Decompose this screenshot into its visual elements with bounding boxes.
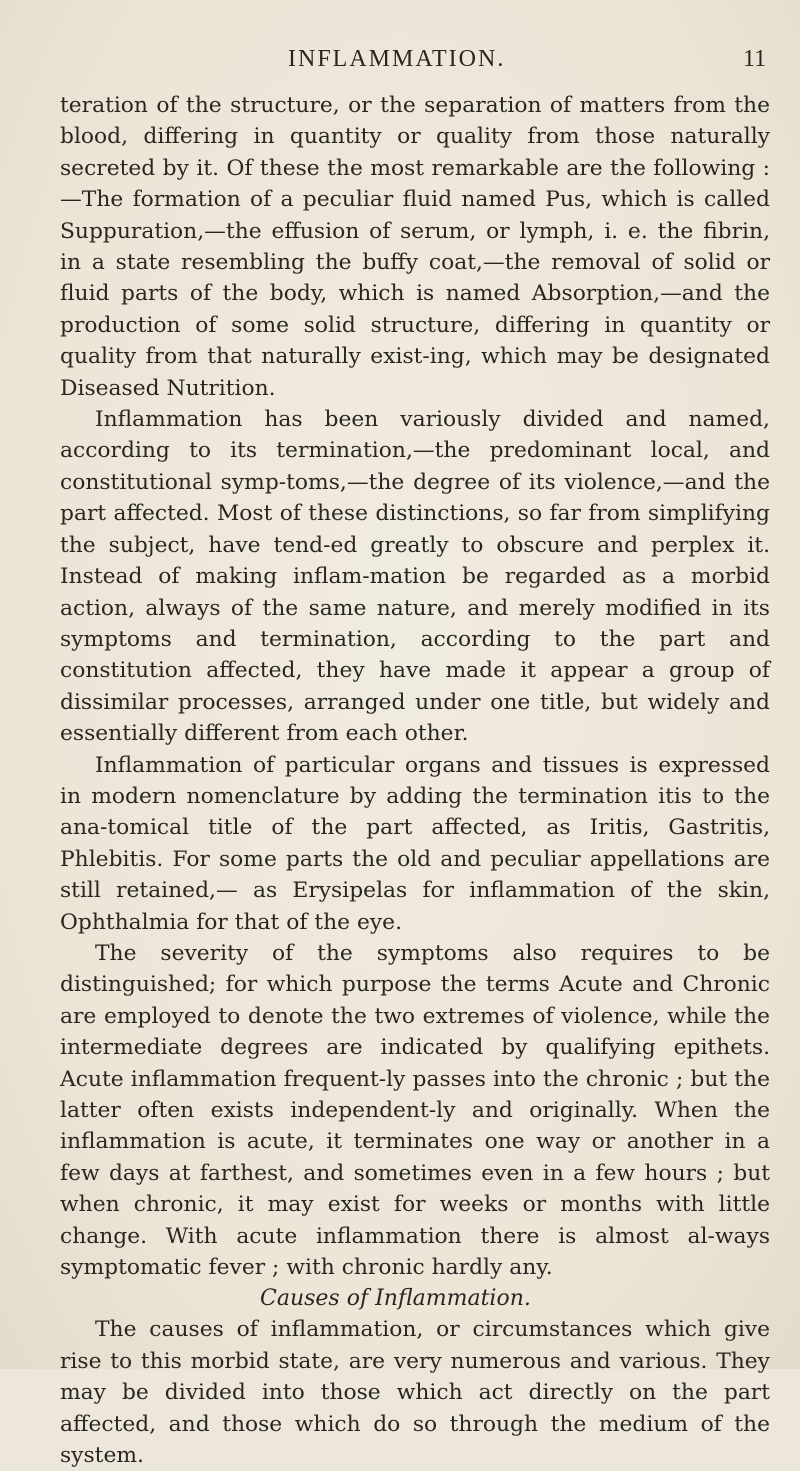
running-head — [0, 46, 800, 86]
body-text — [60, 90, 770, 1471]
paragraph-continuation: teration of the structure, or the separation of matters from the blood, differing in quantity or quality from those naturally secreted by it. Of these the most remarkable are the following :—The formation of a peculiar fluid named Pus, which is called Suppuration,—the effusion of serum, or lymph, i. e. the fibrin, in a state resembling the buffy coat,—the removal of solid or fluid parts of the body, which is named Absorption,—and the production of some solid structure, differing in quantity or quality from that naturally exist-ing, which may be designated Diseased Nutrition. — [60, 93, 770, 401]
paragraph-severity: The severity of the symptoms also requires to be distinguished; for which purpose the terms Acute and Chronic are employed to denote the two extremes of violence, while the intermediate degrees are indicated by qualifying epithets. Acute inflammation frequent-ly passes into the chronic ; but the latter often exists independent-ly and originally. When the inflammation is acute, it terminates one way or another in a few days at farthest, and sometimes even in a few hours ; but when chronic, it may exist for weeks or months with little change. With acute inflammation there is almost al-ways symptomatic fever ; with chronic hardly any. — [60, 940, 770, 1281]
paragraph-nomenclature: Inflammation of particular organs and tissues is expressed in modern nomenclature by adding the termination itis to the ana-tomical title of the part affected, as Iritis, Gastritis, Phlebitis. For some parts the old and peculiar appellations are still retained,— as Erysipelas for inflammation of the skin, Ophthalmia for that of the eye. — [60, 752, 770, 935]
paragraph-divisions: Inflammation has been variously divided and named, according to its termination,—the predominant local, and constitutional symp-toms,—the degree of its violence,—and the part affected. Most of these distinctions, so far from simplifying the subject, have tend-ed greatly to obscure and perplex it. Instead of making inflam-mation be regarded as a morbid action, always of the same nature, and merely modified in its symptoms and termination, according to the part and constitution affected, they have made it appear a group of dissimilar processes, arranged under one title, but widely and essentially different from each other. — [60, 407, 770, 747]
running-title: INFLAMMATION. — [288, 46, 506, 72]
paragraph-causes: The causes of inflammation, or circumstances which give rise to this morbid state, are very numerous and various. They may be divided into those which act directly on the part affected, and those which do so through the medium of the system. — [60, 1317, 770, 1469]
page-number: 11 — [743, 46, 767, 72]
section-heading: Causes of Inflammation. — [260, 1286, 531, 1312]
